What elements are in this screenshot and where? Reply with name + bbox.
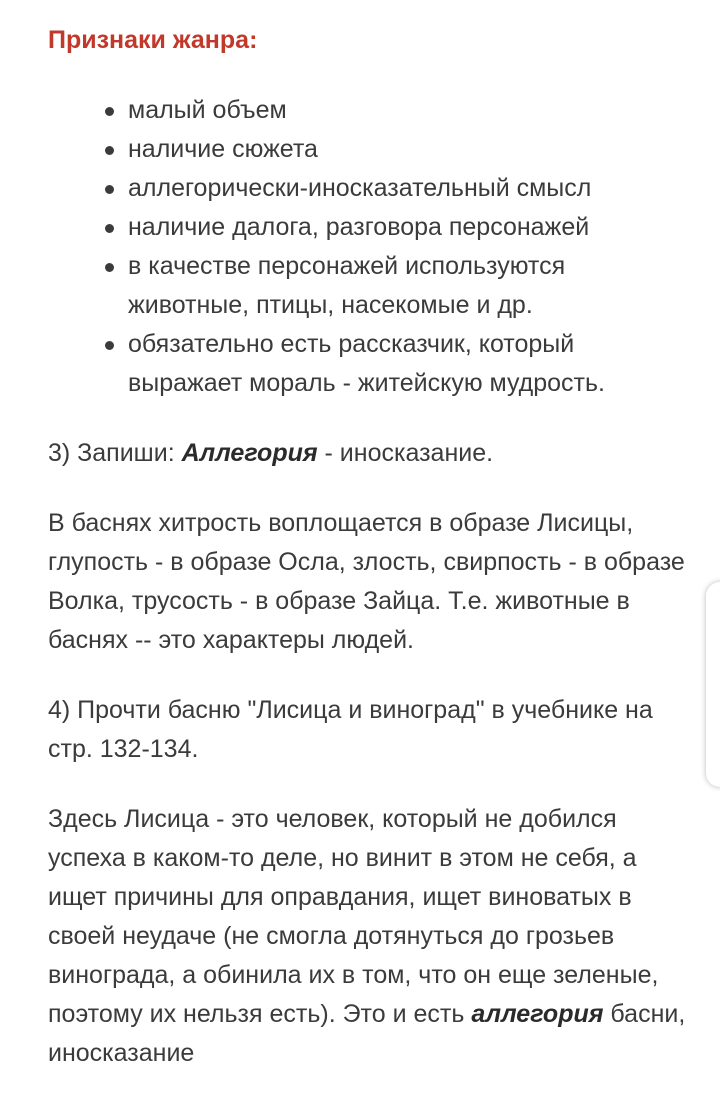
genre-features-heading: Признаки жанра: [48,26,258,54]
allegory-term-2: аллегория [471,1000,604,1028]
genre-features-list [48,91,688,403]
step-3-suffix: - иносказание. [317,439,494,467]
list-item: малый объем [128,91,688,130]
fox-explanation-text: Здесь Лисица - это человек, который не добился успеха в каком-то деле, но винит в этом не себя, а ищет причины для оправдания, ищет виноватых в своей неудаче (не смогла дотянуться до грозьев винограда, а обинила их в том, что он еще зеленые, поэтому их нельзя есть). Это и есть [48,805,659,1028]
bullet-icon [105,107,114,116]
bullet-icon [105,146,114,155]
list-item: наличие сюжета [128,130,688,169]
list-item: наличие далога, разговора персонажей [128,208,688,247]
list-item: обязательно есть рассказчик, который выражает мораль - житейскую мудрость. [128,325,688,403]
fable-characters-paragraph: В баснях хитрость воплощается в образе Лисицы, глупость - в образе Осла, злость, свирпость - в образе Волка, трусость - в образе Зайца. Т.е. животные в баснях -- это характеры людей. [48,509,685,654]
bullet-icon [105,224,114,233]
scroll-handle[interactable] [706,582,720,787]
list-item: аллегорически-иносказательный смысл [128,169,688,208]
bullet-icon [105,185,114,194]
allegory-term: Аллегория [181,439,318,467]
bullet-icon [105,263,114,272]
document-content [48,20,688,1073]
list-item: в качестве персонажей используются животные, птицы, насекомые и др. [128,247,688,325]
step-4-paragraph: 4) Прочти басню "Лисица и виноград" в учебнике на стр. 132-134. [48,696,653,763]
step-3-prefix: 3) Запиши: [48,439,182,467]
step-3-paragraph [48,434,688,473]
bullet-icon [105,341,114,350]
fox-explanation-paragraph [48,800,688,1073]
fox-explanation-suffix: басни, иносказание [48,1000,686,1067]
